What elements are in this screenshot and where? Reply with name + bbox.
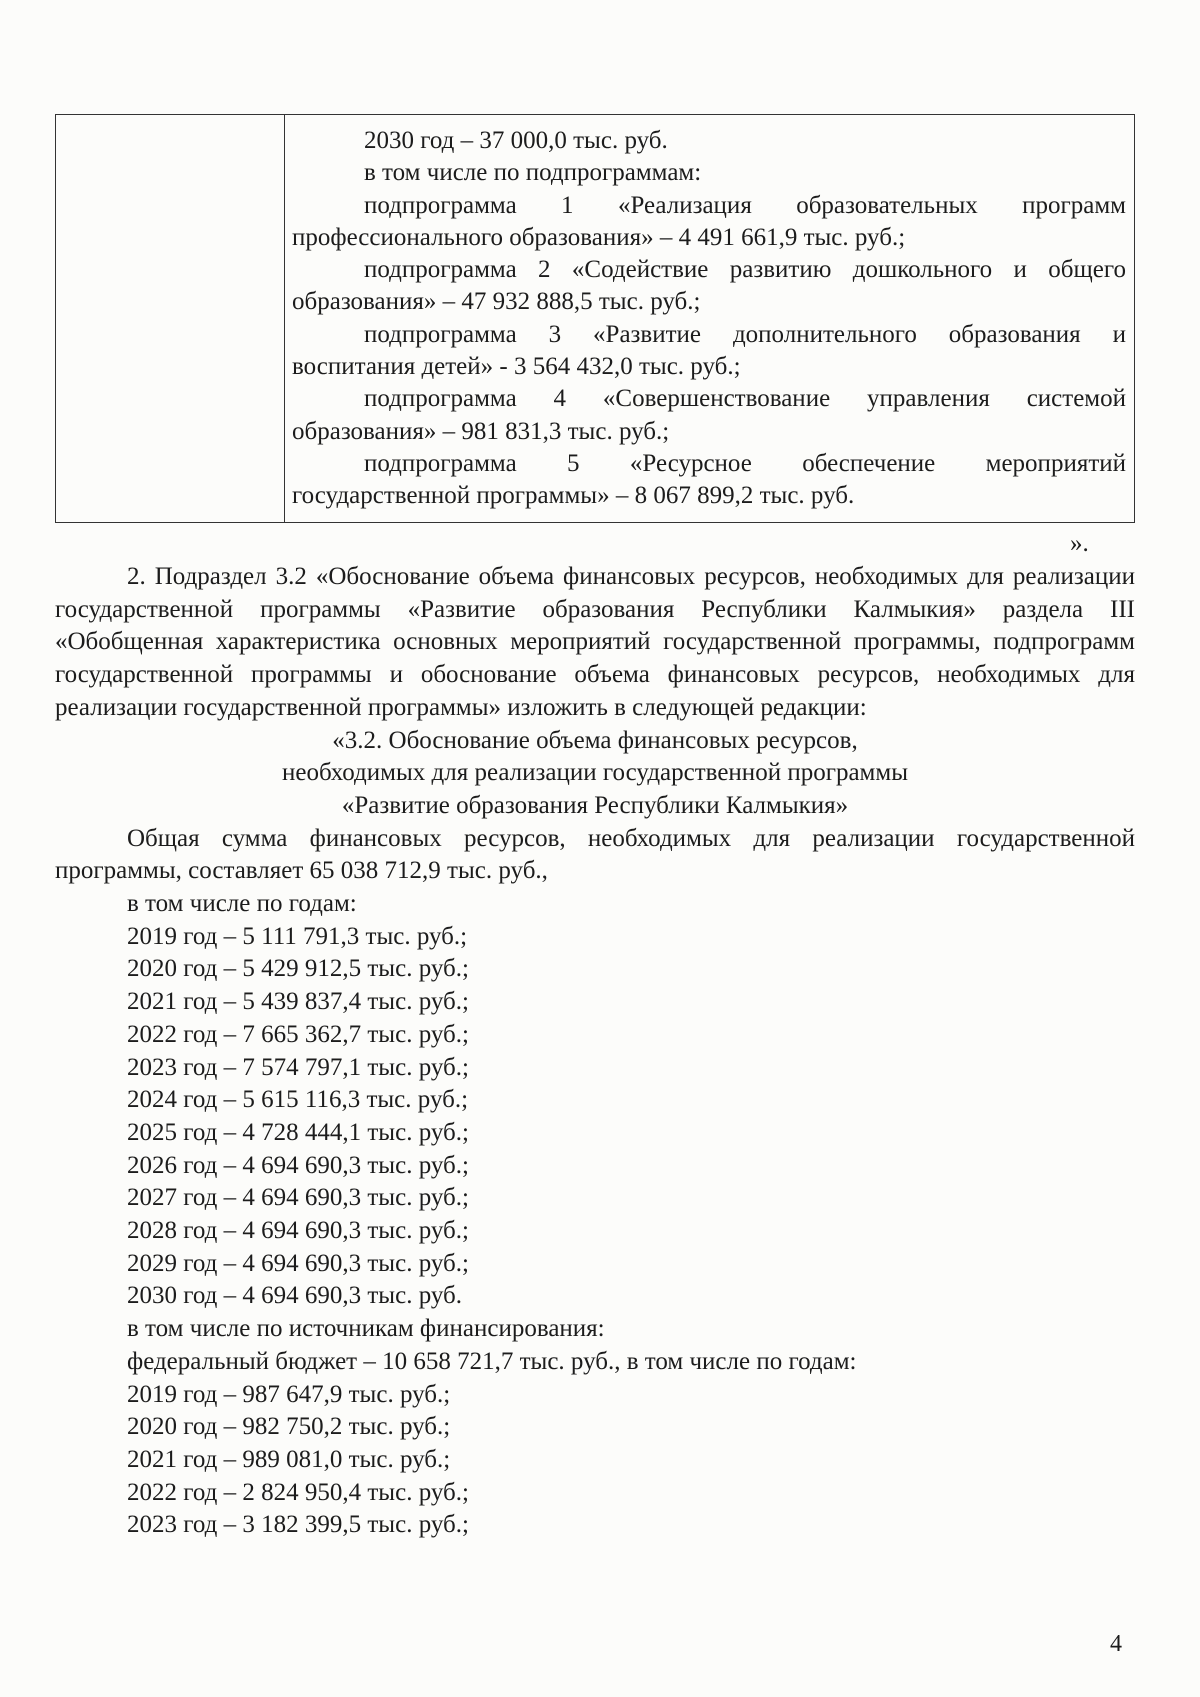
year-amount-item: 2020 год – 5 429 912,5 тыс. руб.;	[127, 955, 469, 983]
federal-year-amount-item: 2023 год – 3 182 399,5 тыс. руб.;	[127, 1511, 469, 1539]
year-amount-item: 2019 год – 5 111 791,3 тыс. руб.;	[127, 922, 468, 950]
year-amount-item: 2030 год – 4 694 690,3 тыс. руб.	[127, 1282, 463, 1310]
year-amount-item: 2022 год – 7 665 362,7 тыс. руб.;	[127, 1020, 469, 1048]
page-number: 4	[1110, 1631, 1122, 1657]
document-body	[55, 561, 1135, 1542]
table-right-cell	[292, 125, 1126, 513]
passport-table	[55, 114, 1135, 523]
federal-year-amount-item: 2022 год – 2 824 950,4 тыс. руб.;	[127, 1478, 469, 1506]
federal-years-items	[127, 1379, 1135, 1543]
closing-quote: ».	[1070, 530, 1089, 557]
years-list	[55, 888, 1135, 1542]
total-paragraph: Общая сумма финансовых ресурсов, необходимых для реализации государственной программы, составляет 65 038 712,9 тыс. руб.,	[55, 824, 1135, 885]
heading-line: необходимых для реализации государственной программы	[281, 759, 908, 787]
section-intro-paragraph: 2. Подраздел 3.2 «Обоснование объема финансовых ресурсов, необходимых для реализации государственной программы «Развитие образования Республики Калмыкия» раздела III «Обобщенная характеристика основных мероприятий государственной программы, подпрограмм государственной программы и обоснование объема финансовых ресурсов, необходимых для реализации государственной программы» изложить в следующей редакции:	[55, 563, 1135, 721]
year-amount-item: 2026 год – 4 694 690,3 тыс. руб.;	[127, 1151, 469, 1179]
section-heading	[55, 725, 1135, 823]
table-cell-paragraph: подпрограмма 5 «Ресурсное обеспечение мероприятий государственной программы» – 8 067 899,2 тыс. руб.	[292, 449, 1126, 510]
heading-line: «Развитие образования Республики Калмыкия»	[341, 791, 849, 819]
year-amount-item: 2023 год – 7 574 797,1 тыс. руб.;	[127, 1053, 469, 1081]
federal-year-amount-item: 2019 год – 987 647,9 тыс. руб.;	[127, 1380, 451, 1408]
table-cell-paragraph: подпрограмма 1 «Реализация образовательных программ профессионального образования» – 4 491 661,9 тыс. руб.;	[292, 191, 1126, 251]
year-amount-item: 2021 год – 5 439 837,4 тыс. руб.;	[127, 988, 469, 1016]
by-sources-label: в том числе по источникам финансирования:	[127, 1315, 605, 1343]
year-amount-item: 2028 год – 4 694 690,3 тыс. руб.;	[127, 1217, 469, 1245]
by-years-label: в том числе по годам:	[127, 890, 357, 918]
years-items	[127, 921, 1135, 1313]
table-cell-paragraph: подпрограмма 2 «Содействие развитию дошкольного и общего образования» – 47 932 888,5 тыс. руб.;	[292, 256, 1126, 316]
year-amount-item: 2025 год – 4 728 444,1 тыс. руб.;	[127, 1118, 469, 1146]
federal-label: федеральный бюджет – 10 658 721,7 тыс. руб., в том числе по годам:	[127, 1347, 857, 1375]
heading-line: «3.2. Обоснование объема финансовых ресурсов,	[332, 726, 858, 754]
table-cell-paragraph: подпрограмма 4 «Совершенствование управления системой образования» – 981 831,3 тыс. руб.;	[292, 385, 1126, 445]
table-column-divider	[284, 115, 285, 522]
year-amount-item: 2029 год – 4 694 690,3 тыс. руб.;	[127, 1249, 469, 1277]
table-cell-paragraph: в том числе по подпрограммам:	[364, 159, 702, 187]
year-amount-item: 2027 год – 4 694 690,3 тыс. руб.;	[127, 1184, 469, 1212]
federal-year-amount-item: 2021 год – 989 081,0 тыс. руб.;	[127, 1445, 451, 1473]
table-cell-paragraph: подпрограмма 3 «Развитие дополнительного образования и воспитания детей» - 3 564 432,0 тыс. руб.;	[292, 320, 1126, 381]
federal-year-amount-item: 2020 год – 982 750,2 тыс. руб.;	[127, 1413, 451, 1441]
year-amount-item: 2024 год – 5 615 116,3 тыс. руб.;	[127, 1086, 469, 1114]
table-cell-paragraph: 2030 год – 37 000,0 тыс. руб.	[364, 127, 668, 154]
